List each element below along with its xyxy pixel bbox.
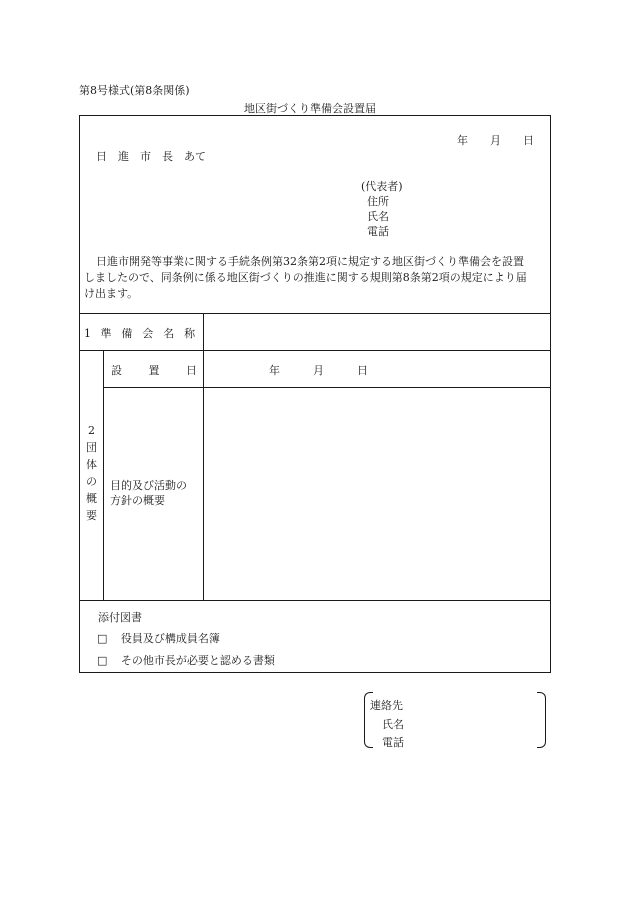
checkbox-icon[interactable]: □ xyxy=(97,654,108,667)
attachment-label: その他市長が必要と認める書類 xyxy=(120,654,275,667)
established-label xyxy=(111,362,197,378)
established-char: 日 xyxy=(186,364,197,377)
contact-phone[interactable]: 電話 xyxy=(382,736,404,749)
phone-label[interactable]: 電話 xyxy=(367,225,389,238)
attachment-label: 役員及び構成員名簿 xyxy=(120,632,220,645)
name-label[interactable]: 氏名 xyxy=(367,210,389,223)
checkbox-icon[interactable]: □ xyxy=(97,632,108,645)
section2-number: 2 xyxy=(88,424,95,437)
row-divider xyxy=(80,350,550,351)
right-bracket xyxy=(537,692,546,748)
address-label[interactable]: 住所 xyxy=(367,195,389,208)
col-divider xyxy=(103,350,104,600)
representative-label: (代表者) xyxy=(361,180,403,193)
purpose-label-line: 方針の概要 xyxy=(110,494,165,507)
established-date-field[interactable]: 年 月 日 xyxy=(269,364,368,377)
contact-name[interactable]: 氏名 xyxy=(382,718,404,731)
form-number: 第8号様式(第8条関係) xyxy=(79,84,190,97)
attachments-heading: 添付図書 xyxy=(98,611,142,624)
section2-char: の xyxy=(86,475,97,488)
form-title: 地区街づくり準備会設置届 xyxy=(244,102,376,115)
date-line[interactable]: 年 月 日 xyxy=(457,134,534,147)
section1-title: 準備会名称 xyxy=(100,327,205,340)
body-line: 日進市開発等事業に関する手続条例第32条第2項に規定する地区街づくり準備会を設置 xyxy=(96,255,524,268)
section2-char: 要 xyxy=(86,509,97,522)
established-char: 置 xyxy=(148,364,160,377)
addressee: 日 進 市 長 あて xyxy=(96,150,206,163)
section1-label xyxy=(84,325,205,341)
section2-char: 体 xyxy=(86,458,97,471)
attachment-item[interactable] xyxy=(97,652,275,668)
body-line: け出ます。 xyxy=(84,287,139,300)
section2-char: 団 xyxy=(86,441,97,454)
established-char: 設 xyxy=(111,364,122,377)
purpose-label xyxy=(110,478,187,508)
purpose-label-line: 目的及び活動の xyxy=(110,479,187,492)
section2-char: 概 xyxy=(86,492,97,505)
attachment-item[interactable] xyxy=(97,630,220,646)
section2-side-title xyxy=(80,422,103,524)
form-table xyxy=(79,115,551,673)
body-line: しましたので、同条例に係る地区街づくりの推進に関する規則第8条第2項の規定により届 xyxy=(84,271,527,284)
purpose-field[interactable] xyxy=(204,388,550,600)
row-divider xyxy=(80,600,550,601)
association-name-field[interactable] xyxy=(204,314,550,350)
section1-number: 1 xyxy=(84,327,91,340)
contact-heading: 連絡先 xyxy=(370,699,403,712)
